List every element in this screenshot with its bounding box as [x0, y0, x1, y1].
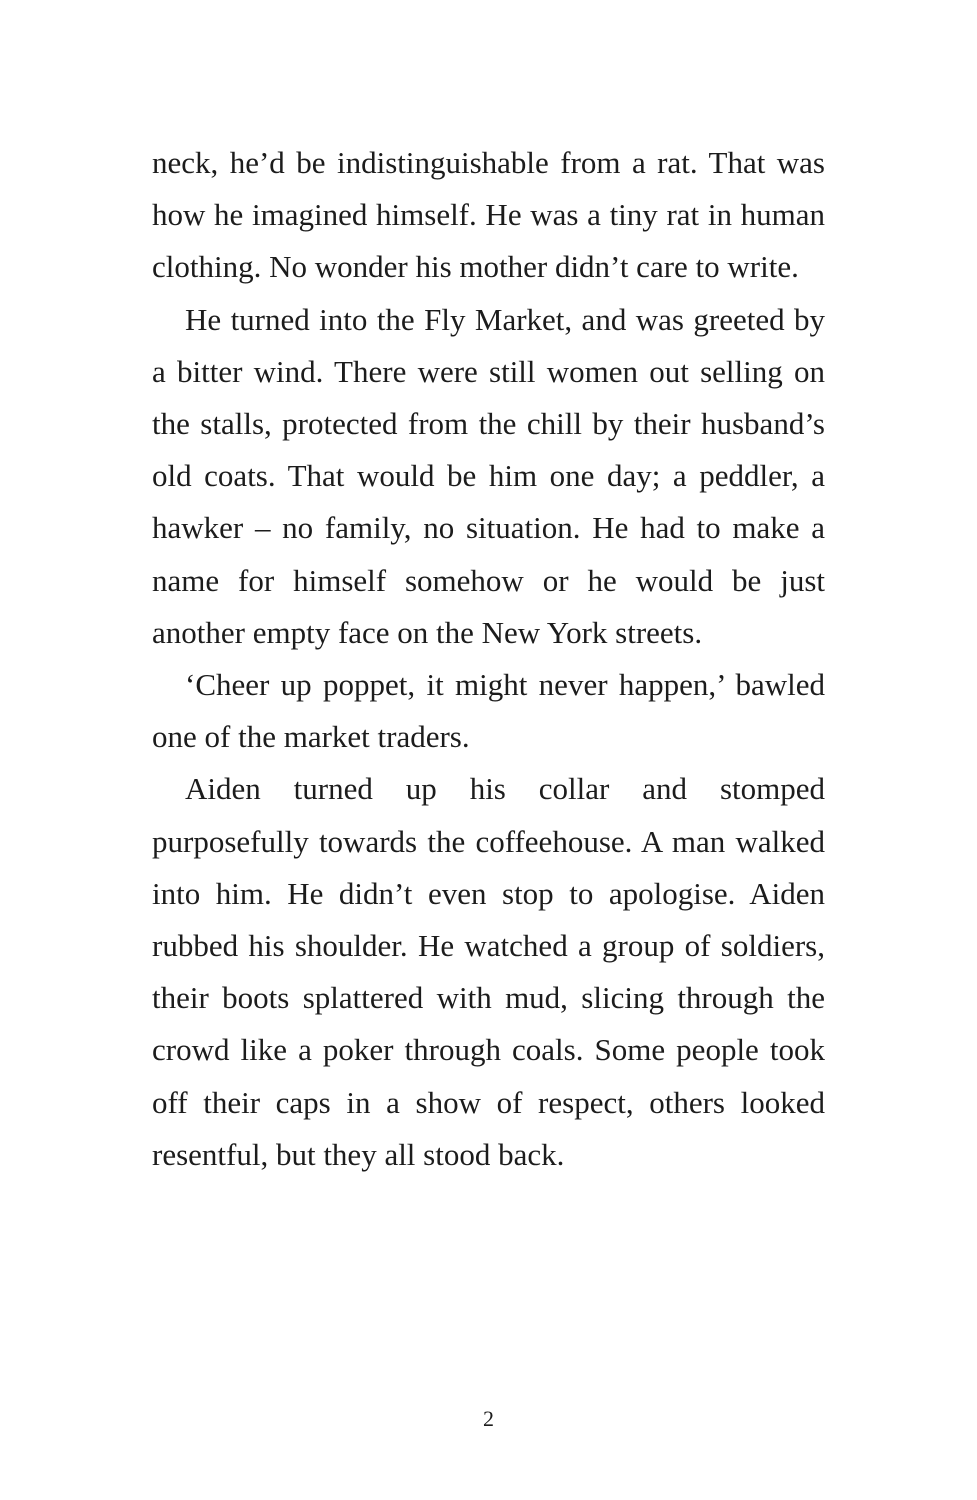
paragraph-4: Aiden turned up his collar and stomped purposefully towards the coffeehouse. A man walked into him. He didn’t even stop to apologise. Aiden rubbed his shoulder. He watched a group of soldiers, their boots splattered with mud, slicing through the crowd like a poker through coals. Some people took off their caps in a show of respect, others looked resentful, but they all stood back. — [152, 771, 825, 1172]
paragraph-1: neck, he’d be indistinguishable from a rat. That was how he imagined himself. He was a tiny rat in human clothing. No wonder his mother didn’t care to write. — [152, 145, 825, 285]
paragraph-3: ‘Cheer up poppet, it might never happen,’ bawled one of the market traders. — [152, 667, 825, 755]
body-text — [152, 137, 825, 1181]
page-number: 2 — [483, 1406, 494, 1431]
paragraph-2: He turned into the Fly Market, and was greeted by a bitter wind. There were still women out selling on the stalls, protected from the chill by their husband’s old coats. That would be him one day; a peddler, a hawker – no family, no situation. He had to make a name for himself somehow or he would be just another empty face on the New York streets. — [152, 301, 825, 650]
